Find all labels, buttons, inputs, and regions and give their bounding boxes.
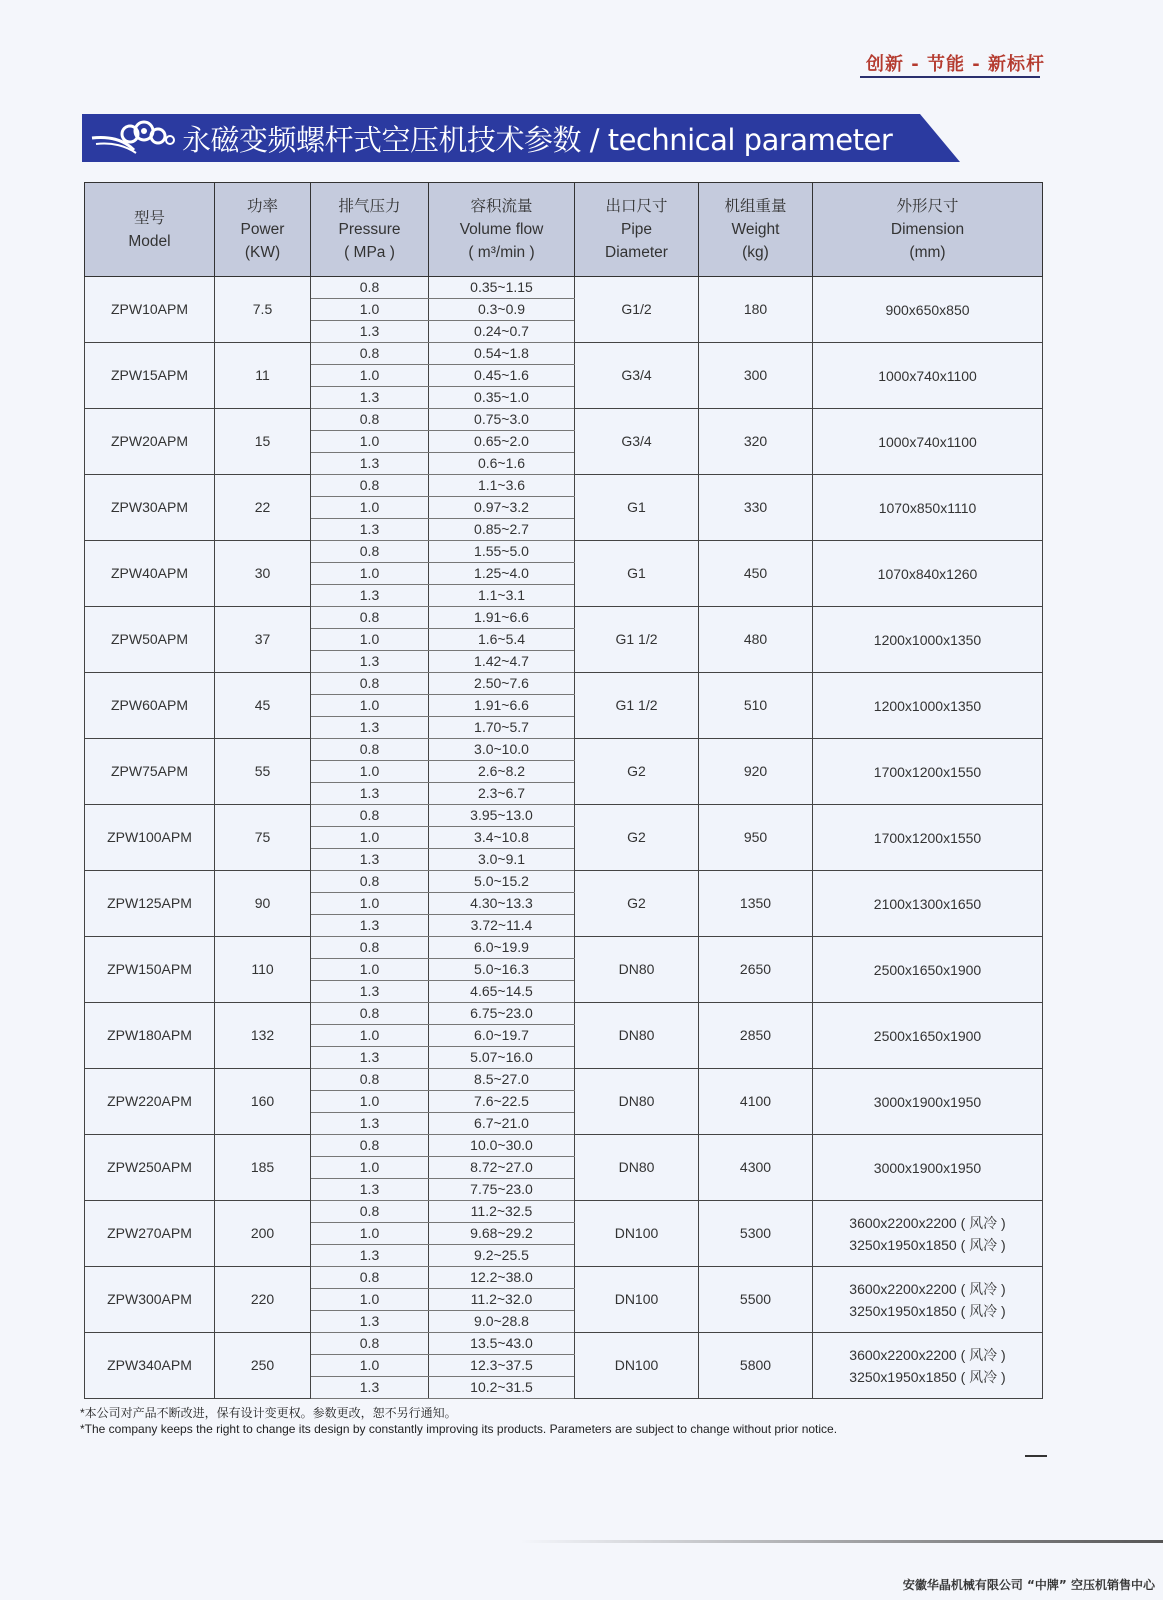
dimension-value: 1000x740x1100: [878, 367, 977, 384]
power-cell: 185: [215, 1135, 311, 1201]
weight-cell: 180: [699, 277, 813, 343]
page-title: 永磁变频螺杆式空压机技术参数 / technical parameter: [182, 123, 893, 157]
pressure-cell: 0.8: [311, 541, 429, 563]
weight-cell: 950: [699, 805, 813, 871]
power-cell: 30: [215, 541, 311, 607]
pressure-cell: 0.8: [311, 1003, 429, 1025]
pressure-cell: 1.0: [311, 299, 429, 321]
weight-cell: 450: [699, 541, 813, 607]
cloud-ornament-icon: [90, 120, 176, 156]
pressure-cell: 0.8: [311, 1267, 429, 1289]
model-cell: ZPW150APM: [85, 937, 215, 1003]
power-cell: 75: [215, 805, 311, 871]
dimension-value: 3000x1900x1950: [873, 1093, 982, 1110]
flow-cell: 1.1~3.1: [429, 585, 575, 607]
dimension-value: 1000x740x1100: [878, 433, 977, 450]
pressure-cell: 1.3: [311, 1047, 429, 1069]
model-cell: ZPW180APM: [85, 1003, 215, 1069]
dimension-value: 1200x1000x1350: [873, 697, 982, 714]
dimension-cell: [813, 541, 1043, 607]
dimension-value: 1200x1000x1350: [873, 631, 982, 648]
pressure-cell: 1.0: [311, 431, 429, 453]
pressure-cell: 1.3: [311, 651, 429, 673]
header-pressure: 排气压力 Pressure ( MPa ): [311, 183, 429, 277]
table-row: [85, 343, 1043, 365]
pressure-cell: 1.0: [311, 1157, 429, 1179]
dimension-cell: [813, 343, 1043, 409]
flow-cell: 0.45~1.6: [429, 365, 575, 387]
pressure-cell: 1.0: [311, 365, 429, 387]
flow-cell: 0.97~3.2: [429, 497, 575, 519]
dimension-value: 1700x1200x1550: [873, 763, 982, 780]
dimension-cell: [813, 277, 1043, 343]
weight-cell: 5800: [699, 1333, 813, 1399]
table-row: [85, 1267, 1043, 1289]
header-pipe-diameter: 出口尺寸 Pipe Diameter: [575, 183, 699, 277]
pressure-cell: 0.8: [311, 739, 429, 761]
dimension-value: 3600x2200x2200 ( 风冷 ): [849, 1280, 1006, 1297]
flow-cell: 10.0~30.0: [429, 1135, 575, 1157]
pressure-cell: 1.0: [311, 629, 429, 651]
header-weight: 机组重量 Weight (kg): [699, 183, 813, 277]
dimension-value: 3250x1950x1850 ( 风冷 ): [849, 1368, 1006, 1385]
pressure-cell: 1.3: [311, 1377, 429, 1399]
pipe-cell: DN80: [575, 1069, 699, 1135]
pipe-cell: G1: [575, 541, 699, 607]
flow-cell: 2.50~7.6: [429, 673, 575, 695]
pressure-cell: 0.8: [311, 475, 429, 497]
pipe-cell: G1/2: [575, 277, 699, 343]
model-cell: ZPW20APM: [85, 409, 215, 475]
pressure-cell: 0.8: [311, 343, 429, 365]
weight-cell: 480: [699, 607, 813, 673]
model-cell: ZPW220APM: [85, 1069, 215, 1135]
flow-cell: 1.25~4.0: [429, 563, 575, 585]
header-volume-flow: 容积流量 Volume flow ( m³/min ): [429, 183, 575, 277]
power-cell: 220: [215, 1267, 311, 1333]
flow-cell: 6.0~19.7: [429, 1025, 575, 1047]
pressure-cell: 1.0: [311, 893, 429, 915]
power-cell: 55: [215, 739, 311, 805]
power-cell: 45: [215, 673, 311, 739]
dimension-value: 1070x840x1260: [877, 565, 978, 582]
pressure-cell: 0.8: [311, 673, 429, 695]
flow-cell: 0.6~1.6: [429, 453, 575, 475]
pressure-cell: 0.8: [311, 607, 429, 629]
flow-cell: 1.6~5.4: [429, 629, 575, 651]
model-cell: ZPW15APM: [85, 343, 215, 409]
flow-cell: 11.2~32.5: [429, 1201, 575, 1223]
power-cell: 200: [215, 1201, 311, 1267]
flow-cell: 12.3~37.5: [429, 1355, 575, 1377]
pipe-cell: G3/4: [575, 409, 699, 475]
footer-company: 安徽华晶机械有限公司 “中牌” 空压机销售中心: [902, 1578, 1155, 1592]
table-row: [85, 475, 1043, 497]
weight-cell: 510: [699, 673, 813, 739]
dimension-value: 3600x2200x2200 ( 风冷 ): [849, 1346, 1006, 1363]
flow-cell: 7.6~22.5: [429, 1091, 575, 1113]
weight-cell: 4100: [699, 1069, 813, 1135]
dimension-cell: [813, 871, 1043, 937]
flow-cell: 0.3~0.9: [429, 299, 575, 321]
dimension-cell: [813, 673, 1043, 739]
pressure-cell: 1.3: [311, 849, 429, 871]
weight-cell: 5300: [699, 1201, 813, 1267]
pressure-cell: 0.8: [311, 1201, 429, 1223]
pressure-cell: 0.8: [311, 1135, 429, 1157]
header-model: 型号 Model: [85, 183, 215, 277]
pressure-cell: 1.0: [311, 1025, 429, 1047]
pipe-cell: G2: [575, 805, 699, 871]
weight-cell: 300: [699, 343, 813, 409]
page-number-mark: [1025, 1455, 1047, 1461]
model-cell: ZPW50APM: [85, 607, 215, 673]
pipe-cell: G2: [575, 739, 699, 805]
pressure-cell: 0.8: [311, 1333, 429, 1355]
flow-cell: 13.5~43.0: [429, 1333, 575, 1355]
flow-cell: 3.4~10.8: [429, 827, 575, 849]
flow-cell: 2.3~6.7: [429, 783, 575, 805]
flow-cell: 10.2~31.5: [429, 1377, 575, 1399]
dimension-cell: [813, 805, 1043, 871]
flow-cell: 3.0~10.0: [429, 739, 575, 761]
dimension-value: 3000x1900x1950: [873, 1159, 982, 1176]
weight-cell: 320: [699, 409, 813, 475]
footnote-en: *The company keeps the right to change its design by constantly improving its products. Parameters are subject to change without prior notice.: [80, 1422, 838, 1436]
dimension-value: 1070x850x1110: [878, 499, 977, 516]
flow-cell: 8.5~27.0: [429, 1069, 575, 1091]
dimension-value: 3600x2200x2200 ( 风冷 ): [849, 1214, 1006, 1231]
pressure-cell: 0.8: [311, 871, 429, 893]
model-cell: ZPW60APM: [85, 673, 215, 739]
pressure-cell: 1.0: [311, 1091, 429, 1113]
pressure-cell: 1.3: [311, 783, 429, 805]
dimension-value: 3250x1950x1850 ( 风冷 ): [849, 1236, 1006, 1253]
dimension-cell: [813, 1003, 1043, 1069]
pipe-cell: G2: [575, 871, 699, 937]
pressure-cell: 1.3: [311, 321, 429, 343]
power-cell: 11: [215, 343, 311, 409]
dimension-cell: [813, 739, 1043, 805]
pressure-cell: 1.0: [311, 563, 429, 585]
table-row: [85, 277, 1043, 299]
technical-parameter-table: [84, 182, 1043, 1399]
flow-cell: 5.0~16.3: [429, 959, 575, 981]
flow-cell: 1.91~6.6: [429, 695, 575, 717]
pressure-cell: 1.3: [311, 1311, 429, 1333]
weight-cell: 1350: [699, 871, 813, 937]
power-cell: 90: [215, 871, 311, 937]
pressure-cell: 1.3: [311, 1113, 429, 1135]
table-row: [85, 1069, 1043, 1091]
dimension-cell: [813, 1201, 1043, 1267]
flow-cell: 0.24~0.7: [429, 321, 575, 343]
footer-rule: [520, 1540, 1163, 1543]
table-row: [85, 805, 1043, 827]
flow-cell: 0.65~2.0: [429, 431, 575, 453]
pipe-cell: DN80: [575, 1003, 699, 1069]
dimension-value: 2100x1300x1650: [873, 895, 982, 912]
flow-cell: 3.0~9.1: [429, 849, 575, 871]
pipe-cell: DN80: [575, 1135, 699, 1201]
table-row: [85, 1003, 1043, 1025]
pressure-cell: 0.8: [311, 937, 429, 959]
flow-cell: 3.95~13.0: [429, 805, 575, 827]
table-row: [85, 1333, 1043, 1355]
model-cell: ZPW30APM: [85, 475, 215, 541]
flow-cell: 7.75~23.0: [429, 1179, 575, 1201]
footnotes: [80, 1405, 837, 1437]
pressure-cell: 1.0: [311, 827, 429, 849]
pipe-cell: G3/4: [575, 343, 699, 409]
dimension-cell: [813, 607, 1043, 673]
flow-cell: 6.7~21.0: [429, 1113, 575, 1135]
flow-cell: 9.0~28.8: [429, 1311, 575, 1333]
model-cell: ZPW300APM: [85, 1267, 215, 1333]
power-cell: 132: [215, 1003, 311, 1069]
table-row: [85, 871, 1043, 893]
pressure-cell: 1.3: [311, 981, 429, 1003]
flow-cell: 0.75~3.0: [429, 409, 575, 431]
weight-cell: 330: [699, 475, 813, 541]
pressure-cell: 1.3: [311, 387, 429, 409]
pipe-cell: G1 1/2: [575, 607, 699, 673]
pressure-cell: 1.0: [311, 1355, 429, 1377]
flow-cell: 12.2~38.0: [429, 1267, 575, 1289]
model-cell: ZPW340APM: [85, 1333, 215, 1399]
title-banner: [82, 114, 960, 162]
pressure-cell: 0.8: [311, 409, 429, 431]
pressure-cell: 0.8: [311, 805, 429, 827]
flow-cell: 1.70~5.7: [429, 717, 575, 739]
table-row: [85, 1201, 1043, 1223]
footnote-zh: *本公司对产品不断改进，保有设计变更权。参数更改，恕不另行通知。: [80, 1406, 457, 1420]
pipe-cell: DN100: [575, 1333, 699, 1399]
power-cell: 15: [215, 409, 311, 475]
dimension-cell: [813, 475, 1043, 541]
flow-cell: 1.1~3.6: [429, 475, 575, 497]
power-cell: 250: [215, 1333, 311, 1399]
power-cell: 37: [215, 607, 311, 673]
model-cell: ZPW125APM: [85, 871, 215, 937]
pressure-cell: 1.3: [311, 915, 429, 937]
table-row: [85, 937, 1043, 959]
table-row: [85, 607, 1043, 629]
pressure-cell: 0.8: [311, 277, 429, 299]
pipe-cell: DN80: [575, 937, 699, 1003]
flow-cell: 9.2~25.5: [429, 1245, 575, 1267]
model-cell: ZPW75APM: [85, 739, 215, 805]
flow-cell: 9.68~29.2: [429, 1223, 575, 1245]
weight-cell: 2850: [699, 1003, 813, 1069]
flow-cell: 1.42~4.7: [429, 651, 575, 673]
dimension-cell: [813, 1333, 1043, 1399]
pressure-cell: 1.0: [311, 497, 429, 519]
pressure-cell: 1.3: [311, 1245, 429, 1267]
pressure-cell: 0.8: [311, 1069, 429, 1091]
header-rule: [860, 76, 1040, 78]
power-cell: 22: [215, 475, 311, 541]
model-cell: ZPW250APM: [85, 1135, 215, 1201]
flow-cell: 3.72~11.4: [429, 915, 575, 937]
header-dimension: 外形尺寸 Dimension (mm): [813, 183, 1043, 277]
table-row: [85, 739, 1043, 761]
flow-cell: 5.0~15.2: [429, 871, 575, 893]
flow-cell: 5.07~16.0: [429, 1047, 575, 1069]
flow-cell: 4.65~14.5: [429, 981, 575, 1003]
flow-cell: 11.2~32.0: [429, 1289, 575, 1311]
flow-cell: 0.85~2.7: [429, 519, 575, 541]
pressure-cell: 1.0: [311, 1289, 429, 1311]
model-cell: ZPW40APM: [85, 541, 215, 607]
table-header-row: [85, 183, 1043, 277]
table-row: [85, 1135, 1043, 1157]
flow-cell: 6.0~19.9: [429, 937, 575, 959]
table-row: [85, 541, 1043, 563]
dimension-cell: [813, 937, 1043, 1003]
flow-cell: 1.91~6.6: [429, 607, 575, 629]
weight-cell: 920: [699, 739, 813, 805]
flow-cell: 4.30~13.3: [429, 893, 575, 915]
pressure-cell: 1.3: [311, 453, 429, 475]
table-row: [85, 673, 1043, 695]
header-power: 功率 Power (KW): [215, 183, 311, 277]
header-slogan: 创新 - 节能 - 新标杆: [865, 54, 1045, 75]
weight-cell: 5500: [699, 1267, 813, 1333]
flow-cell: 1.55~5.0: [429, 541, 575, 563]
model-cell: ZPW100APM: [85, 805, 215, 871]
dimension-cell: [813, 1069, 1043, 1135]
dimension-cell: [813, 1135, 1043, 1201]
pipe-cell: G1: [575, 475, 699, 541]
flow-cell: 8.72~27.0: [429, 1157, 575, 1179]
dimension-value: 2500x1650x1900: [873, 1027, 982, 1044]
table-body: [85, 277, 1043, 1399]
dimension-value: 2500x1650x1900: [873, 961, 982, 978]
model-cell: ZPW10APM: [85, 277, 215, 343]
pressure-cell: 1.3: [311, 717, 429, 739]
pipe-cell: G1 1/2: [575, 673, 699, 739]
pressure-cell: 1.3: [311, 1179, 429, 1201]
flow-cell: 0.54~1.8: [429, 343, 575, 365]
weight-cell: 4300: [699, 1135, 813, 1201]
dimension-value: 900x650x850: [885, 301, 970, 318]
pressure-cell: 1.0: [311, 1223, 429, 1245]
dimension-value: 1700x1200x1550: [873, 829, 982, 846]
power-cell: 7.5: [215, 277, 311, 343]
flow-cell: 0.35~1.0: [429, 387, 575, 409]
pressure-cell: 1.3: [311, 585, 429, 607]
dimension-cell: [813, 1267, 1043, 1333]
flow-cell: 2.6~8.2: [429, 761, 575, 783]
power-cell: 160: [215, 1069, 311, 1135]
model-cell: ZPW270APM: [85, 1201, 215, 1267]
table-row: [85, 409, 1043, 431]
pressure-cell: 1.0: [311, 959, 429, 981]
pressure-cell: 1.3: [311, 519, 429, 541]
dimension-cell: [813, 409, 1043, 475]
flow-cell: 6.75~23.0: [429, 1003, 575, 1025]
flow-cell: 0.35~1.15: [429, 277, 575, 299]
pipe-cell: DN100: [575, 1201, 699, 1267]
power-cell: 110: [215, 937, 311, 1003]
dimension-value: 3250x1950x1850 ( 风冷 ): [849, 1302, 1006, 1319]
weight-cell: 2650: [699, 937, 813, 1003]
pipe-cell: DN100: [575, 1267, 699, 1333]
pressure-cell: 1.0: [311, 761, 429, 783]
pressure-cell: 1.0: [311, 695, 429, 717]
